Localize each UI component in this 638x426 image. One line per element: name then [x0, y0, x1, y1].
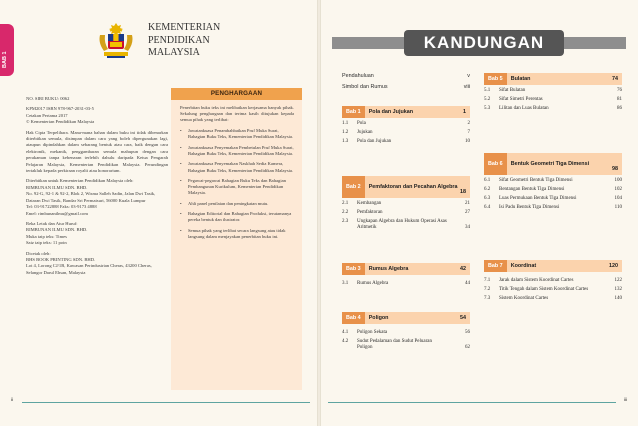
section-page: 104: [614, 195, 622, 201]
chapter-heading[interactable]: [342, 312, 470, 324]
info-line: Reka Letak dan Atur Huruf:: [26, 220, 78, 226]
section-row[interactable]: [342, 210, 470, 216]
right-page: [320, 0, 638, 426]
info-line: Saiz taip teks: 11 poin: [26, 240, 67, 246]
kandungan-title: KANDUNGAN: [404, 30, 564, 56]
malaysia-crest-icon: [92, 19, 140, 61]
chapter-page: 120: [609, 263, 618, 269]
section-title: Sistem Koordinat Cartes: [499, 296, 549, 301]
section-title: Sifat Bulatan: [499, 87, 526, 93]
chapter-7: [484, 260, 622, 302]
chapter-heading[interactable]: [342, 176, 470, 198]
chapter-3: [342, 263, 470, 287]
info-line: RIMBUNAN ILMU SDN. BHD.: [26, 184, 88, 190]
section-title: Luas Permukaan Bentuk Tiga Dimensi: [499, 195, 577, 201]
section-title: Pola dan Jujukan: [357, 138, 392, 144]
section-row[interactable]: [342, 330, 470, 336]
info-line: Cetakan Pertama 2017: [26, 112, 68, 118]
section-page: 34: [465, 225, 470, 230]
info-line: © Kementerian Pendidikan Malaysia: [26, 119, 95, 125]
section-title: Pola: [357, 120, 366, 126]
section-page: 56: [465, 330, 470, 335]
toc-entry-label: Simbol dan Rumus: [342, 84, 388, 90]
section-row[interactable]: [484, 287, 622, 293]
footer-rule: [328, 402, 616, 403]
section-number: 3.1: [342, 281, 349, 286]
publication-info: [26, 96, 168, 280]
list-item: • Pegawai-pegawai Bahagian Buku Teks dan Bahagian Pembangunan Kurikulum, Kementerian Pendidikan Malaysia.: [180, 178, 294, 196]
section-row[interactable]: [484, 187, 622, 193]
list-item: • Bahagian Editorial dan Bahagian Produksi, terutamanya pereka bentuk dan ilustrator.: [180, 211, 294, 223]
section-row[interactable]: [484, 97, 622, 103]
section-row[interactable]: [342, 201, 470, 207]
info-line: Tel: 03-91722888 Faks: 03-9173 4888: [26, 204, 97, 210]
section-row[interactable]: [484, 178, 622, 184]
section-number: 2.2: [342, 209, 349, 215]
section-number: 5.1: [484, 87, 491, 93]
chapter-page: 18: [460, 189, 466, 195]
section-page: 132: [614, 287, 622, 292]
left-page: [0, 0, 318, 426]
section-page: 110: [614, 204, 622, 210]
section-number: 7.2: [484, 287, 491, 292]
section-number: 6.3: [484, 195, 491, 201]
section-title: Isi Padu Bentuk Tiga Dimensi: [499, 204, 560, 210]
chapter-title: Bentuk Geometri Tiga Dimensi: [510, 160, 590, 167]
list-item: • Jawatankuasa Penyemakan Pembetulan Pruf Muka Surat, Bahagian Buku Teks, Kementerian Pendidikan Malaysia.: [180, 145, 294, 157]
chapter-page: 1: [463, 109, 466, 115]
section-row[interactable]: [484, 278, 622, 284]
section-page: 27: [465, 209, 470, 215]
section-number: 4.2: [342, 339, 349, 344]
toc-entry[interactable]: [342, 84, 470, 95]
info-line: Emel: rimbunanilmu@gmail.com: [26, 210, 88, 216]
section-page: 10: [465, 138, 470, 144]
ministry-line: MALAYSIA: [148, 47, 200, 58]
chapter-page: 42: [460, 266, 466, 272]
chapter-heading[interactable]: [342, 263, 470, 275]
info-line: RIMBUNAN ILMU SDN. BHD.: [26, 227, 88, 233]
chapter-number: Bab 6: [484, 153, 507, 175]
chapter-4: [342, 312, 470, 352]
section-row[interactable]: [484, 205, 622, 211]
section-title: Kembangan: [357, 200, 382, 206]
section-title: Lilitan dan Luas Bulatan: [499, 105, 549, 111]
section-title: Ungkapan Algebra dan Hukum Operasi Asas Aritmetik: [357, 218, 447, 230]
section-number: 6.4: [484, 204, 491, 210]
section-row[interactable]: [342, 139, 470, 145]
chapter-title: Pemfaktoran dan Pecahan Algebra: [368, 183, 458, 190]
section-page: 81: [617, 96, 622, 102]
section-row[interactable]: [484, 106, 622, 112]
chapter-heading[interactable]: [342, 106, 470, 118]
chapter-title: Koordinat: [510, 263, 537, 269]
section-page: 102: [614, 186, 622, 192]
info-line: Lot 4, Lorong CJ/1B, Kawasan Perindustrian Cheras, 43200 Cheras, Selangor Darul Ehsan, Malaysia: [26, 263, 152, 275]
kandungan-banner: [332, 30, 626, 56]
chapter-tab: [0, 24, 14, 76]
chapter-number: Bab 5: [484, 73, 507, 85]
section-number: 1.1: [342, 120, 349, 126]
section-row[interactable]: [342, 339, 470, 352]
chapter-heading[interactable]: [484, 73, 622, 85]
chapter-title: Pola dan Jujukan: [368, 109, 414, 115]
list-item: • Jawatankuasa Penyemakan Naskhah Sedia Kamera, Bahagian Buku Teks, Kementerian Pendidikan Malaysia.: [180, 161, 294, 173]
penghargaan-list: [180, 128, 294, 240]
info-line: No. 92-G, 92-1 & 92-2, Blok 2, Wisma Salleh Sadin, Jalan Dwi Tasik, Dataran Dwi Tasik, Bandar Sri Permaisuri, 56000 Kuala Lumpur: [26, 191, 156, 203]
section-row[interactable]: [484, 196, 622, 202]
toc-entry[interactable]: [342, 73, 470, 84]
section-number: 4.1: [342, 330, 349, 335]
section-title: Rumus Algebra: [357, 281, 389, 286]
chapter-2: [342, 176, 470, 231]
penghargaan-title: PENGHARGAAN: [171, 88, 302, 100]
chapter-number: Bab 7: [484, 260, 507, 272]
info-line: BHS BOOK PRINTING SDN. BHD.: [26, 256, 96, 262]
chapter-title: Poligon: [368, 315, 389, 321]
section-row[interactable]: [342, 121, 470, 127]
ministry-name: [148, 22, 220, 60]
toc-entry-page: v: [467, 73, 470, 79]
section-page: 76: [617, 87, 622, 93]
section-number: 1.3: [342, 138, 349, 144]
section-number: 2.3: [342, 218, 349, 224]
chapter-page: 54: [460, 315, 466, 321]
section-page: 86: [617, 105, 622, 111]
copyright-paragraph: Hak Cipta Terpelihara. Mana-mana bahan dalam buku ini tidak dibenarkan diterbitkan semula, disimpan dalam cara yang boleh dipergunakan lagi, ataupun dipindahkan dalam sebarang bentuk atau cara, baik dengan cara elektronik, mekanik, penggambaran semula mahupun dengan cara perakaman tanpa kebenaran terlebih dahulu daripada Ketua Pengarah Pelajaran Malaysia, Kementerian Pendidikan Malaysia. Perundingan tertakluk kepada perkiraan royalti atau honorarium.: [26, 129, 168, 174]
info-line: KPM2017 ISBN 978-967-2031-03-5: [26, 106, 94, 112]
toc-entry-page: viii: [463, 84, 470, 90]
penghargaan-box: [171, 88, 302, 390]
section-title: Bentangan Bentuk Tiga Dimensi: [499, 186, 565, 192]
section-title: Sudut Pedalaman dan Sudut Peluaran Poligon: [357, 339, 432, 351]
toc-entry-label: Pendahuluan: [342, 73, 374, 79]
chapter-number: Bab 3: [342, 263, 365, 275]
penghargaan-intro: Penerbitan buku teks ini melibatkan kerjasama banyak pihak. Sekalung penghargaan dan terima kasih ditujukan kepada semua pihak yang terlibat:: [180, 105, 294, 123]
front-matter-list: [342, 73, 470, 95]
list-item: • Ahli panel penilaian dan peningkatan mutu.: [180, 201, 294, 207]
chapter-heading[interactable]: [484, 153, 622, 175]
section-page: 21: [465, 200, 470, 206]
chapter-1: [342, 106, 470, 145]
chapter-heading[interactable]: [484, 260, 622, 272]
section-title: Jujukan: [357, 129, 373, 135]
chapter-title: Rumus Algebra: [368, 266, 409, 272]
section-page: 44: [465, 281, 470, 286]
section-page: 140: [614, 296, 622, 301]
footer-rule: [22, 402, 310, 403]
section-row[interactable]: [342, 130, 470, 136]
section-title: Jarak dalam Sistem Koordinat Cartes: [499, 278, 574, 283]
page-number: ii: [11, 398, 14, 403]
section-number: 6.1: [484, 177, 491, 183]
section-number: 6.2: [484, 186, 491, 192]
ministry-line: KEMENTERIAN: [148, 22, 221, 33]
info-line: Muka taip teks: Times: [26, 233, 67, 239]
chapter-page: 98: [612, 166, 618, 172]
section-page: 62: [465, 345, 470, 351]
section-page: 2: [467, 120, 470, 126]
chapter-tab-label: BAB 1: [2, 51, 8, 68]
section-number: 2.1: [342, 200, 349, 206]
list-item: • Jawatankuasa Penambahbaikan Pruf Muka Surat, Bahagian Buku Teks, Kementerian Pendidikan Malaysia.: [180, 128, 294, 140]
info-line: Dicetak oleh:: [26, 250, 51, 256]
list-item: • Semua pihak yang terlibat secara langsung atau tidak langsung dalam menjayakan penerbitan buku ini.: [180, 228, 294, 240]
chapter-5: [484, 73, 622, 112]
info-line: Diterbitkan untuk Kementerian Pendidikan Malaysia oleh:: [26, 178, 134, 184]
section-number: 7.3: [484, 296, 491, 301]
section-number: 5.2: [484, 96, 491, 102]
section-row[interactable]: [342, 219, 470, 232]
section-number: 5.3: [484, 105, 491, 111]
section-title: Poligon Sekata: [357, 330, 388, 335]
section-row[interactable]: [342, 281, 470, 287]
section-title: Sifat Geometri Bentuk Tiga Dimensi: [499, 177, 573, 183]
section-page: 100: [614, 177, 622, 183]
chapter-6: [484, 153, 622, 211]
chapter-page: 74: [612, 76, 618, 82]
section-title: Sifat Simetri Perentas: [499, 96, 543, 102]
section-number: 1.2: [342, 129, 349, 135]
info-line: NO. SIRI BUKU: 0062: [26, 96, 70, 101]
chapter-number: Bab 1: [342, 106, 365, 118]
chapter-number: Bab 4: [342, 312, 365, 324]
chapter-number: Bab 2: [342, 176, 365, 198]
section-row[interactable]: [484, 88, 622, 94]
section-title: Titik Tengah dalam Sistem Koordinat Cartes: [499, 287, 589, 292]
section-row[interactable]: [484, 296, 622, 302]
section-page: 7: [467, 129, 470, 135]
section-title: Pemfaktoran: [357, 209, 383, 215]
section-page: 122: [614, 278, 622, 283]
page-number: iii: [623, 398, 627, 403]
section-number: 7.1: [484, 278, 491, 283]
ministry-line: PENDIDIKAN: [148, 34, 210, 46]
chapter-title: Bulatan: [510, 76, 531, 82]
